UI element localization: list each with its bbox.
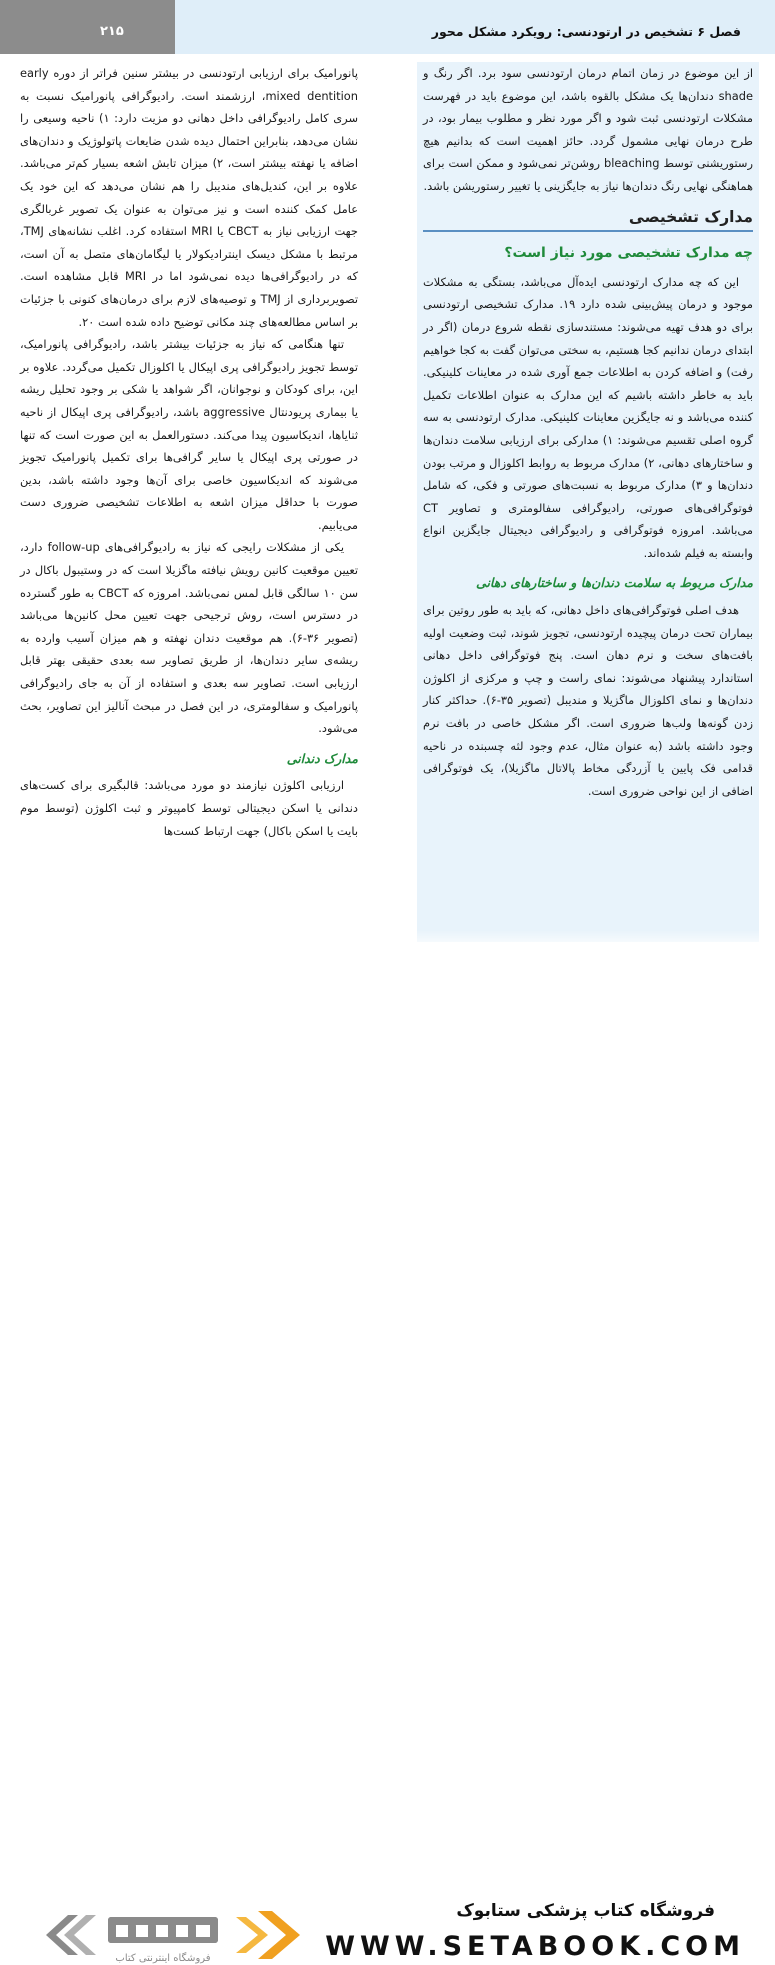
subsection-heading: مدارک دندانی: [286, 750, 358, 766]
intro-paragraph: از این موضوع در زمان اتمام درمان ارتودنسی سود برد. اگر رنگ و shade دندان‌ها یک مشکل بالقوه باشد، این موضوع باید در فهرست مشکلات ارتودنسی ثبت شود و اگر مورد نظر و مطلوب بیمار بود، در طرح درمان نهایی مشمول گردد. حائز اهمیت است که بدانیم هیچ رستوریشنی توسط bleaching روشن‌تر نمی‌شود و ممکن است برای هماهنگی نهایی رنگ دندان‌ها نیاز به جایگزینی یا تغییر رستوریشن باشد.: [423, 66, 753, 193]
section-title: مدارک تشخیصی: [423, 206, 753, 233]
right-column: [417, 62, 759, 942]
body-paragraph: این که چه مدارک ارتودنسی ایده‌آل می‌باشد، بستگی به مشکلات موجود و درمان پیش‌بینی شده دارد ۱۹. مدارک تشخیصی ارتودنسی برای دو هدف تهیه می‌شوند: مستندسازی نقطه شروع درمان (اگر در ابتدای درمان ندانیم کجا هستیم، به سختی می‌توان گفت به کجا خواهیم رفت) و اضافه کردن به اطلاعات جمع آوری شده در معاینات کلینیکی. باید به خاطر داشته باشیم که این مدارک به عنوان اطلاعات تکمیل کننده می‌باشد و نه جایگزین معاینات کلینیکی. مدارک ارتودنسی به سه گروه اصلی تقسیم می‌شوند: ۱) مدارکی برای ارزیابی سلامت دندان‌ها و ساختارهای دهانی، ۲) مدارک مربوط به روابط اکلوزال و مرتب بودن دندان‌ها و ۳) مدارک مربوط به نسبت‌های صورتی و فکی، که شامل فوتوگرافی‌های صورتی، رادیوگرافی سفالومتری و تصاویر CT می‌باشد. امروزه فوتوگرافی و رادیوگرافی دیجیتال جایگزین انواع وابسته به فیلم شده‌اند.: [423, 274, 753, 560]
body-paragraph: پانورامیک برای ارزیابی ارتودنسی در بیشتر سنین فراتر از دوره early mixed dentition، ارزشمند است. رادیوگرافی پانورامیک نسبت به سری کامل رادیوگرافی داخل دهانی دو مزیت دارد: ۱) ناحیه وسیعی را نشان می‌دهد، بنابراین احتمال دیده شدن ضایعات پاتولوژیک و دندان‌های اضافه یا نهفته بیشتر است، ۲) میزان تابش اشعه بسیار کم‌تر می‌باشد. علاوه بر این، کندیل‌های مندیبل را هم نشان می‌دهد که این خود یک عامل کمک کننده است و نیز می‌توان به عنوان یک تصویر غربالگری جهت ارزیابی نیاز به CBCT یا MRI استفاده کرد. اغلب نشانه‌های TMJ، مرتبط با مشکل دیسک اینترادیکولار یا لیگامان‌های متصل به آن است، که در رادیوگرافی‌ها دیده نمی‌شود اما در MRI قابل مشاهده است. تصویربرداری از TMJ و توصیه‌های لازم برای درمان‌های کنونی با جزئیات بر اساس مطالعه‌های چند مکانی توضیح داده شده است ۲۰.: [20, 66, 359, 329]
question-heading: چه مدارک تشخیصی مورد نیاز است؟: [504, 245, 753, 262]
body-paragraph: هدف اصلی فوتوگرافی‌های داخل دهانی، که باید به طور روتین برای بیماران تحت درمان پیچیده ارتودنسی، تجویز شوند، ثبت وضعیت اولیه بافت‌های سخت و نرم دهان است. پنج فوتوگرافی داخل دهانی استاندارد پیشنهاد می‌شوند: نمای راست و چپ و مرکزی از اکلوژن دندان‌ها و نمای اکلوزال ماگزیلا و مندیبل (تصویر ۳۵-۶). حداکثر کنار زدن گونه‌ها ولب‌ها ضروری است. اگر مشکل خاصی در بافت نرم وجود داشته باشد (به عنوان مثال، عدم وجود لثه چسبنده در ناحیه قدامی فک پایین یا آزردگی مخاط پالاتال ماگزیلا)، یک فوتوگرافی اضافی از این نواحی ضروری است.: [423, 603, 753, 798]
store-name: فروشگاه کتاب پزشکی ستابوک: [456, 1901, 715, 1921]
body-paragraph: ارزیابی اکلوژن نیازمند دو مورد می‌باشد: قالبگیری برای کست‌های دندانی یا اسکن دیجیتالی توسط کامپیوتر و ثبت اکلوژن (توسط موم بایت یا اسکن باکال) جهت ارتباط کست‌ها: [20, 778, 358, 838]
body-paragraph: یکی از مشکلات رایجی که نیاز به رادیوگرافی‌های follow-up دارد، تعیین موقعیت کانین رویش نیافته ماگزیلا است که در وستیبول باکال در سن ۱۰ سالگی قابل لمس نمی‌باشد. امروزه که CBCT به طور گسترده در دسترس است، روش ترجیحی جهت تعیین محل کانین‌ها می‌باشد (تصویر ۳۶-۶). هم موقعیت دندان نهفته و هم میزان آسیب وارده به ریشه‌ی سایر دندان‌ها، از طریق تصاویر سه بعدی حقیقی بهتر قابل ارزیابی است. تصاویر سه بعدی و استفاده از آن به جای رادیوگرافی پانورامیک و سفالومتری، در این فصل در مبحث آنالیز این تصاویر، بحث می‌شود.: [20, 540, 358, 736]
page-number: ۲۱۵: [100, 24, 124, 39]
header-chapter-block: [175, 0, 775, 54]
subsection-heading: مدارک مربوط به سلامت دندان‌ها و ساختارهای دهانی: [476, 575, 753, 591]
setabook-logo: [28, 1905, 308, 1965]
chapter-title: فصل ۶ تشخیص در ارتودنسی: رویکرد مشکل محور: [431, 24, 741, 39]
setabook-wordmark-icon: [108, 1917, 218, 1943]
header-page-block: [0, 0, 175, 54]
footer-banner: [0, 945, 775, 1964]
left-column: [20, 62, 358, 842]
page-header: [0, 0, 775, 54]
logo-caption: فروشگاه اینترنتی کتاب: [115, 1953, 211, 1964]
body-paragraph: تنها هنگامی که نیاز به جزئیات بیشتر باشد، رادیوگرافی پانورامیک، توسط تجویز رادیوگرافی پری اپیکال یا اکلوزال تکمیل می‌گردد. علاوه بر این، برای کودکان و نوجوانان، اگر شواهد یا شکی بر وجود تحلیل ریشه یا بیماری پریودنتال aggressive باشد، رادیوگرافی پری اپیکال از ناحیه ثنایاها، اندیکاسیون پیدا می‌کند. دستورالعمل به این صورت است که تنها در صورتی پری اپیکال یا سایر گرافی‌ها برای تکمیل پانورامیک تجویز می‌شوند که اندیکاسیون خاصی برای آن‌ها وجود داشته باشد، بدین صورت با حداقل میزان اشعه به اطلاعات تشخیصی ضروری دست می‌یابیم.: [20, 337, 358, 532]
store-url[interactable]: WWW.SETABOOK.COM: [325, 1931, 745, 1962]
